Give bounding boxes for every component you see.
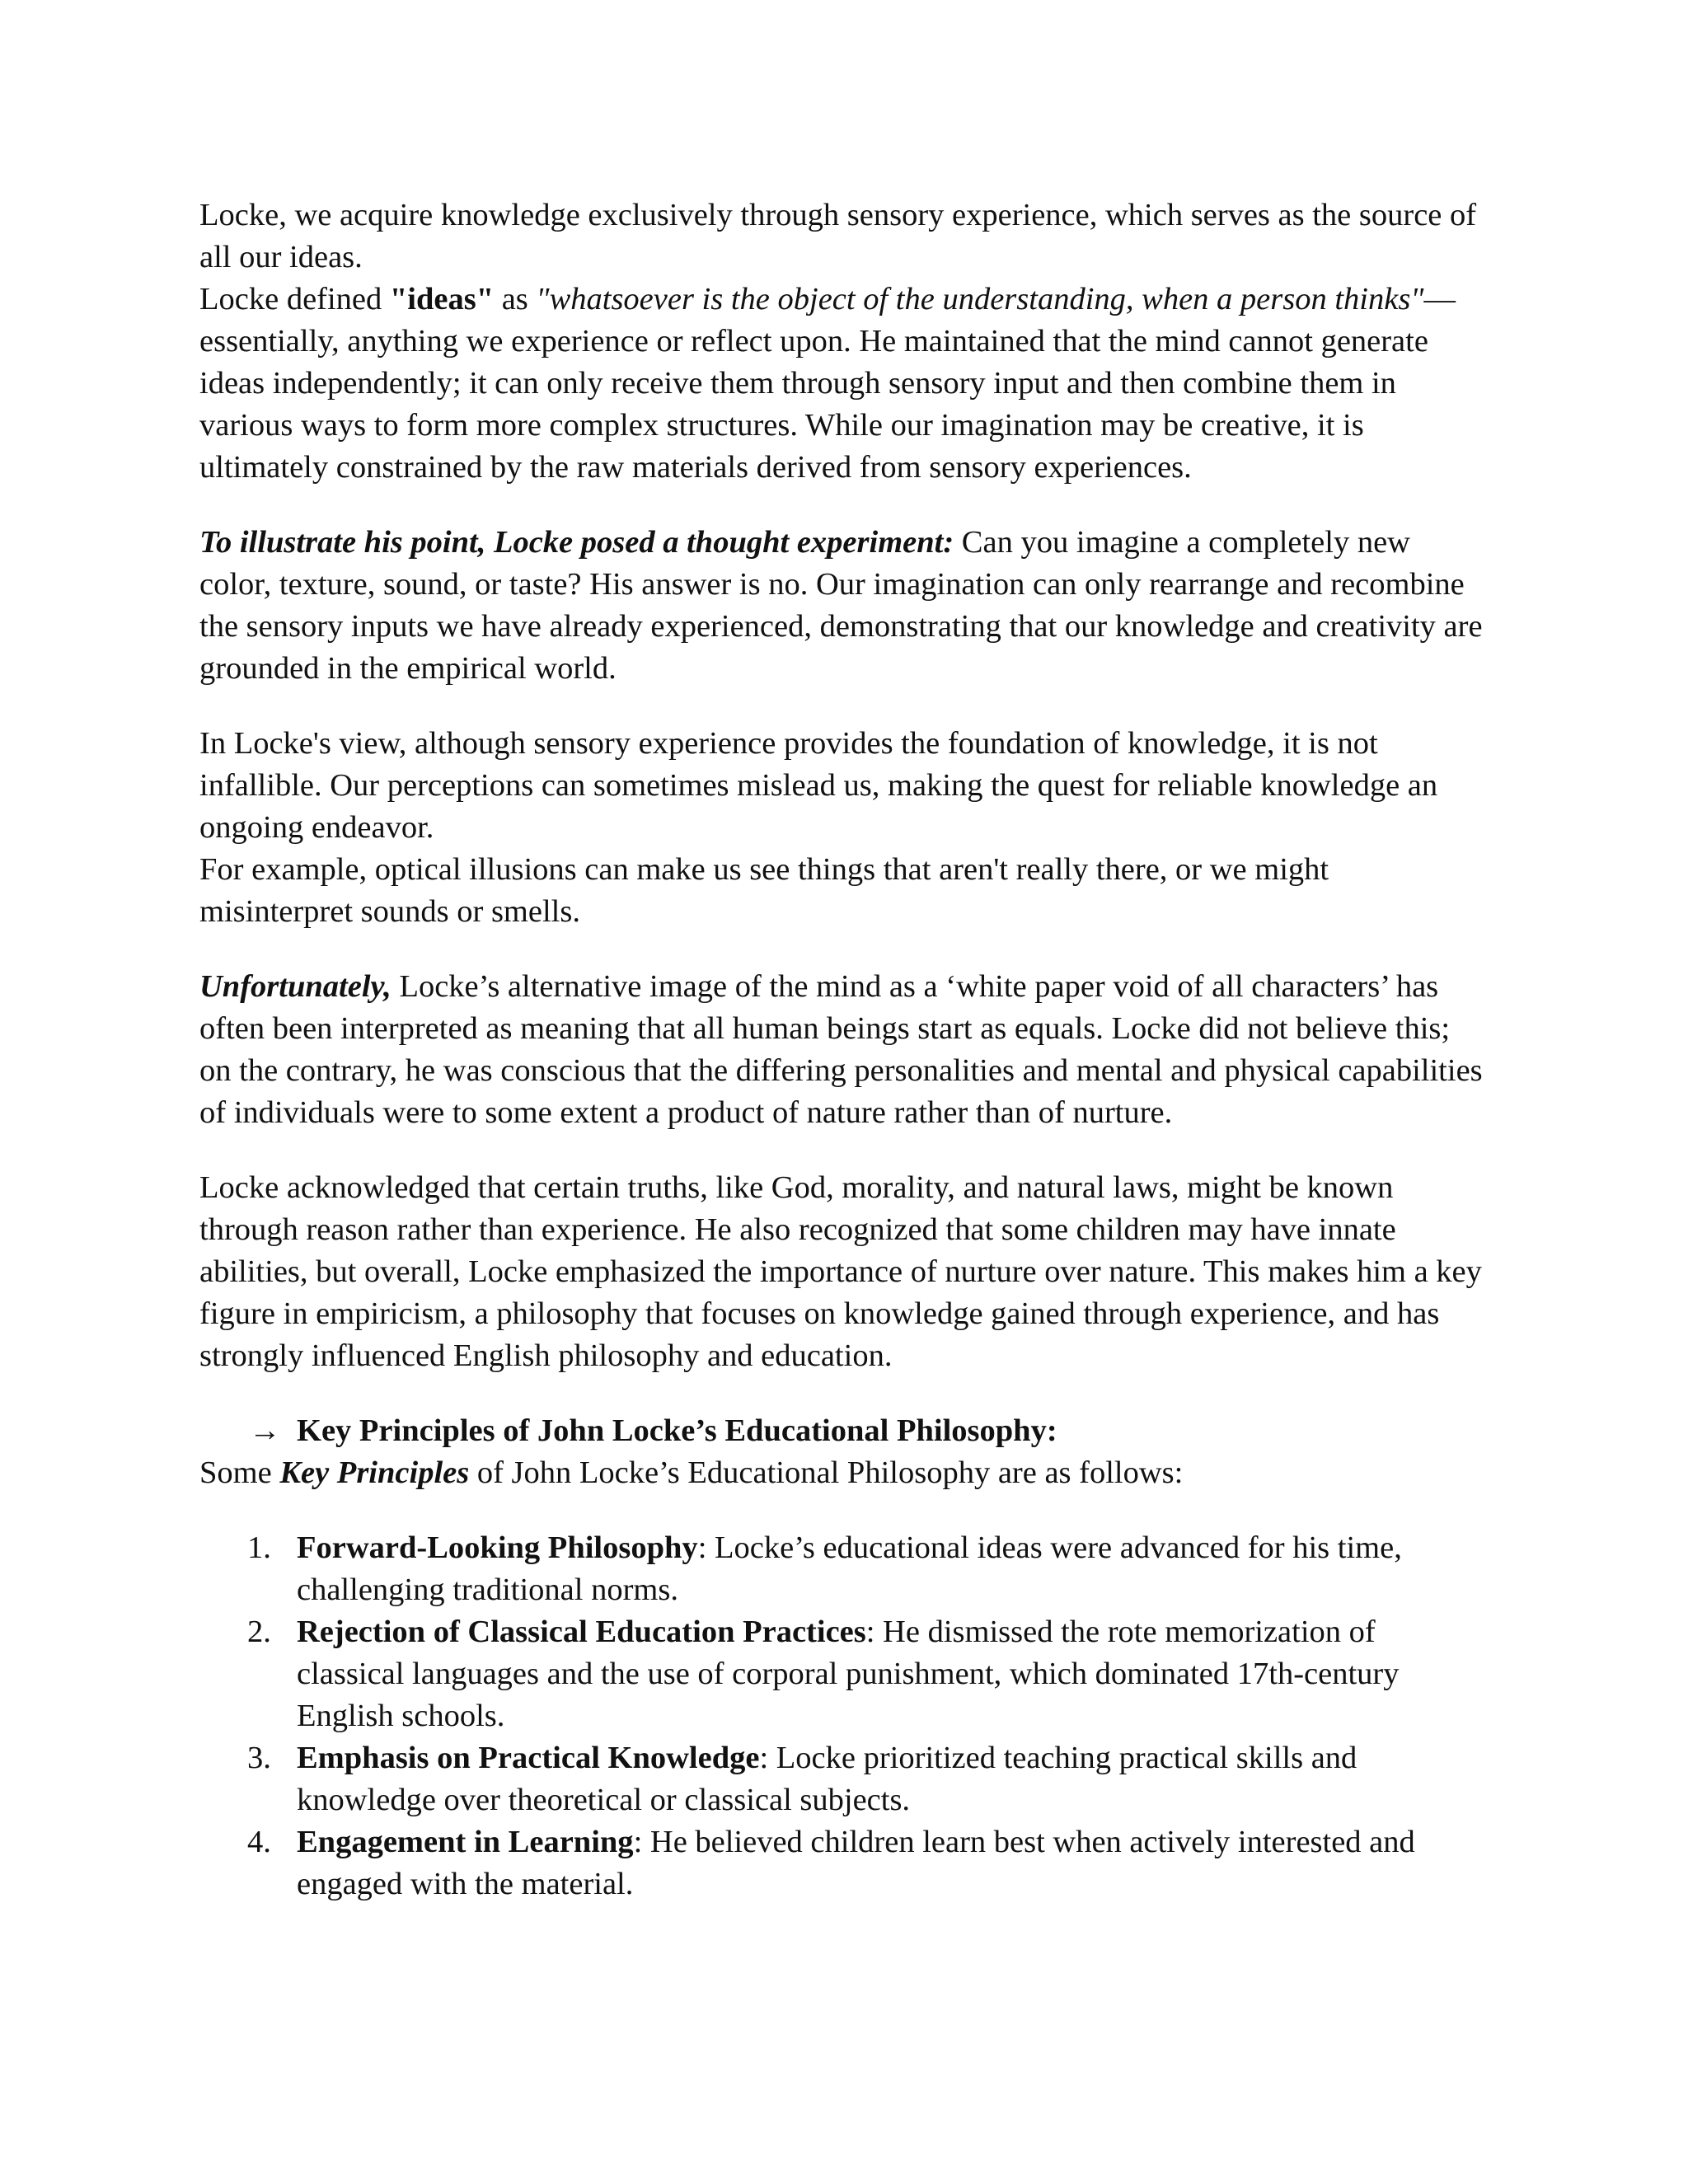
paragraph-5-text: For example, optical illusions can make us see things that aren't really there, or we might misinterpret sounds or smells. [199,852,1329,929]
list-item-text: : He believed children learn best when actively interested and engaged with the material. [297,1825,1415,1901]
paragraph-3 [199,522,1485,690]
principles-intro [199,1452,1485,1494]
list-item-number: 4. [247,1825,271,1859]
list-item [199,1527,1485,1611]
list-item-number: 1. [247,1530,271,1565]
paragraph-1-text: Locke, we acquire knowledge exclusively through sensory experience, which serves as the source of all our ideas. [199,198,1477,274]
paragraph-3-rest: Can you imagine a completely new color, texture, sound, or taste? His answer is no. Our imagination can only rearrange and recombine the sensory inputs we have already experienced, demonstrating that our knowledge and creativity are grounded in the empirical world. [199,525,1483,686]
paragraph-2-rest: —essentially, anything we experience or reflect upon. He maintained that the mind cannot generate ideas independently; it can only receive them through sensory input and then combine them in various ways to form more complex structures. While our imagination may be creative, it is ultimately constrained by the raw materials derived from sensory experiences. [199,282,1456,485]
paragraph-7 [199,1167,1485,1377]
paragraph-6-rest: Locke’s alternative image of the mind as a ‘white paper void of all characters’ has often been interpreted as meaning that all human beings start as equals. Locke did not believe this; on the contrary, he was conscious that the differing personalities and mental and physical capabilities of individuals were to some extent a product of nature rather than of nurture. [199,969,1483,1130]
ideas-term: "ideas" [389,282,495,316]
list-item [199,1821,1485,1905]
list-item [199,1737,1485,1821]
list-item-text: : He dismissed the rote memorization of classical languages and the use of corporal punishment, which dominated 17th-century English schools. [297,1615,1400,1733]
paragraph-4-text: In Locke's view, although sensory experience provides the foundation of knowledge, it is not infallible. Our perceptions can sometimes mislead us, making the quest for reliable knowledge an ongoing endeavor. [199,726,1438,845]
paragraph-7-text: Locke acknowledged that certain truths, like God, morality, and natural laws, might be known through reason rather than experience. He also recognized that some children may have innate abilities, but overall, Locke emphasized the importance of nurture over nature. This makes him a key figure in empiricism, a philosophy that focuses on knowledge gained through experience, and has strongly influenced English philosophy and education. [199,1170,1482,1373]
list-item-number: 2. [247,1615,271,1649]
intro-rest: of John Locke’s Educational Philosophy are as follows: [469,1455,1184,1490]
paragraph-5 [199,849,1485,933]
thought-experiment-lead: To illustrate his point, Locke posed a thought experiment: [199,525,954,560]
list-item-title: Forward-Looking Philosophy [297,1530,698,1565]
intro-prefix: Some [199,1455,280,1490]
list-item-title: Rejection of Classical Education Practices [297,1615,866,1649]
list-item-text: : Locke’s educational ideas were advanced for his time, challenging traditional norms. [297,1530,1402,1607]
list-item-text: : Locke prioritized teaching practical skills and knowledge over theoretical or classical subjects. [297,1741,1357,1817]
list-item-number: 3. [247,1741,271,1775]
list-item-title: Engagement in Learning [297,1825,634,1859]
paragraph-1 [199,194,1485,279]
paragraph-2-as: as [494,282,537,316]
section-heading-text: Key Principles of John Locke’s Educational Philosophy: [297,1413,1057,1448]
list-item [199,1611,1485,1737]
principles-list [199,1527,1485,1905]
arrow-right-icon: → [249,1413,281,1448]
paragraph-2-prefix: Locke defined [199,282,390,316]
paragraph-4 [199,723,1485,849]
paragraph-2 [199,279,1485,489]
intro-emphasis: Key Principles [279,1455,470,1490]
section-heading [199,1410,1485,1452]
page-content [199,194,1485,1905]
list-item-title: Emphasis on Practical Knowledge [297,1741,760,1775]
ideas-definition-quote: "whatsoever is the object of the understanding, when a person thinks" [536,282,1424,316]
unfortunately-lead: Unfortunately, [199,969,392,1004]
paragraph-6 [199,966,1485,1134]
